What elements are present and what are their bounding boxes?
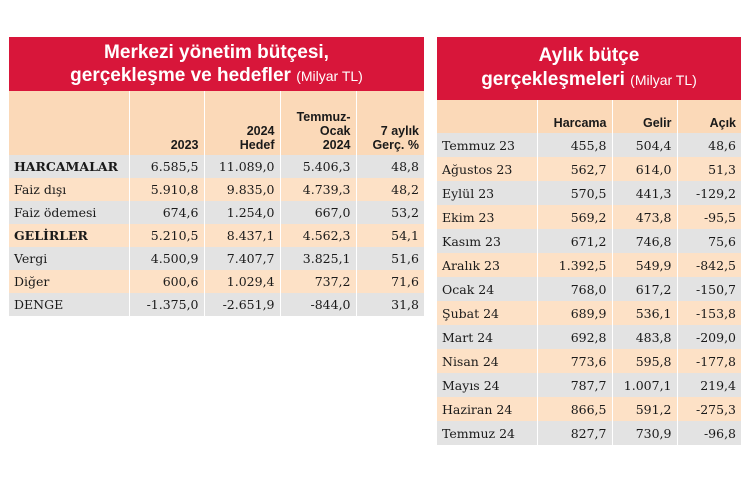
cell-value: 54,1 — [356, 224, 424, 247]
cell-value: 504,4 — [612, 133, 677, 157]
row-label: Eylül 23 — [437, 181, 537, 205]
row-label: HARCAMALAR — [9, 155, 129, 178]
row-label: Kasım 23 — [437, 229, 537, 253]
cell-value: 3.825,1 — [280, 247, 356, 270]
table-row — [437, 301, 741, 325]
row-label: Haziran 24 — [437, 397, 537, 421]
cell-value: 9.835,0 — [204, 178, 280, 201]
cell-value: 827,7 — [537, 421, 612, 445]
table-row — [437, 397, 741, 421]
table-row — [437, 181, 741, 205]
table-row — [437, 421, 741, 445]
cell-value: 48,8 — [356, 155, 424, 178]
table-row — [437, 229, 741, 253]
table-row — [9, 270, 424, 293]
monthly-budget-title-line2: gerçekleşmeleri — [481, 69, 625, 90]
right-column-header — [437, 100, 537, 133]
cell-value: 48,2 — [356, 178, 424, 201]
cell-value: 75,6 — [677, 229, 741, 253]
cell-value: -2.651,9 — [204, 293, 280, 316]
budget-targets-title-line2: gerçekleşme ve hedefler — [70, 65, 291, 86]
row-label: Temmuz 23 — [437, 133, 537, 157]
cell-value: 536,1 — [612, 301, 677, 325]
cell-value: -150,7 — [677, 277, 741, 301]
table-row — [9, 155, 424, 178]
right-column-header: Gelir — [612, 100, 677, 133]
monthly-budget-header — [437, 37, 741, 100]
row-label: Mart 24 — [437, 325, 537, 349]
cell-value: 5.406,3 — [280, 155, 356, 178]
table-row — [9, 224, 424, 247]
cell-value: 866,5 — [537, 397, 612, 421]
table-row — [9, 247, 424, 270]
cell-value: 441,3 — [612, 181, 677, 205]
cell-value: 689,9 — [537, 301, 612, 325]
table-row — [9, 293, 424, 316]
cell-value: 4.500,9 — [129, 247, 204, 270]
left-column-header: 2024 Hedef — [204, 91, 280, 155]
monthly-budget-table — [437, 100, 741, 445]
row-label: Ekim 23 — [437, 205, 537, 229]
cell-value: 473,8 — [612, 205, 677, 229]
cell-value: 570,5 — [537, 181, 612, 205]
cell-value: 5.910,8 — [129, 178, 204, 201]
monthly-budget-unit: (Milyar TL) — [630, 72, 697, 88]
table-row — [9, 178, 424, 201]
cell-value: 31,8 — [356, 293, 424, 316]
cell-value: -96,8 — [677, 421, 741, 445]
budget-targets-table — [9, 91, 424, 316]
cell-value: 51,3 — [677, 157, 741, 181]
cell-value: 11.089,0 — [204, 155, 280, 178]
cell-value: -842,5 — [677, 253, 741, 277]
row-label: DENGE — [9, 293, 129, 316]
cell-value: 617,2 — [612, 277, 677, 301]
table-row — [437, 205, 741, 229]
left-column-header — [9, 91, 129, 155]
budget-targets-panel — [9, 37, 424, 316]
cell-value: -129,2 — [677, 181, 741, 205]
cell-value: 53,2 — [356, 201, 424, 224]
cell-value: 549,9 — [612, 253, 677, 277]
cell-value: 591,2 — [612, 397, 677, 421]
table-row — [437, 157, 741, 181]
row-label: Mayıs 24 — [437, 373, 537, 397]
cell-value: 768,0 — [537, 277, 612, 301]
cell-value: 614,0 — [612, 157, 677, 181]
monthly-budget-title: Aylık bütçe — [538, 45, 640, 66]
row-label: Faiz dışı — [9, 178, 129, 201]
row-label: Şubat 24 — [437, 301, 537, 325]
cell-value: 7.407,7 — [204, 247, 280, 270]
cell-value: -1.375,0 — [129, 293, 204, 316]
cell-value: 674,6 — [129, 201, 204, 224]
table-row — [437, 349, 741, 373]
cell-value: 219,4 — [677, 373, 741, 397]
budget-targets-header — [9, 37, 424, 91]
cell-value: -275,3 — [677, 397, 741, 421]
cell-value: 569,2 — [537, 205, 612, 229]
monthly-budget-panel — [437, 37, 741, 445]
cell-value: 5.210,5 — [129, 224, 204, 247]
cell-value: -153,8 — [677, 301, 741, 325]
row-label: Nisan 24 — [437, 349, 537, 373]
cell-value: 1.029,4 — [204, 270, 280, 293]
left-column-header: 7 aylık Gerç. % — [356, 91, 424, 155]
right-column-header: Harcama — [537, 100, 612, 133]
table-row — [437, 373, 741, 397]
cell-value: 692,8 — [537, 325, 612, 349]
row-label: Faiz ödemesi — [9, 201, 129, 224]
cell-value: 8.437,1 — [204, 224, 280, 247]
cell-value: 6.585,5 — [129, 155, 204, 178]
cell-value: 1.254,0 — [204, 201, 280, 224]
row-label: Vergi — [9, 247, 129, 270]
cell-value: 667,0 — [280, 201, 356, 224]
cell-value: 737,2 — [280, 270, 356, 293]
table-row — [437, 133, 741, 157]
cell-value: 730,9 — [612, 421, 677, 445]
cell-value: -209,0 — [677, 325, 741, 349]
row-label: Ocak 24 — [437, 277, 537, 301]
budget-targets-title: Merkezi yönetim bütçesi, — [104, 42, 329, 63]
cell-value: 787,7 — [537, 373, 612, 397]
cell-value: 1.007,1 — [612, 373, 677, 397]
right-column-header: Açık — [677, 100, 741, 133]
cell-value: 671,2 — [537, 229, 612, 253]
left-column-header: Temmuz- Ocak 2024 — [280, 91, 356, 155]
cell-value: 4.739,3 — [280, 178, 356, 201]
row-label: Aralık 23 — [437, 253, 537, 277]
cell-value: 4.562,3 — [280, 224, 356, 247]
row-label: GELİRLER — [9, 224, 129, 247]
cell-value: 1.392,5 — [537, 253, 612, 277]
cell-value: 773,6 — [537, 349, 612, 373]
cell-value: 48,6 — [677, 133, 741, 157]
row-label: Ağustos 23 — [437, 157, 537, 181]
cell-value: 455,8 — [537, 133, 612, 157]
cell-value: 600,6 — [129, 270, 204, 293]
row-label: Temmuz 24 — [437, 421, 537, 445]
cell-value: 595,8 — [612, 349, 677, 373]
row-label: Diğer — [9, 270, 129, 293]
cell-value: -177,8 — [677, 349, 741, 373]
cell-value: 71,6 — [356, 270, 424, 293]
cell-value: -95,5 — [677, 205, 741, 229]
cell-value: -844,0 — [280, 293, 356, 316]
budget-targets-unit: (Milyar TL) — [296, 68, 363, 84]
cell-value: 746,8 — [612, 229, 677, 253]
cell-value: 483,8 — [612, 325, 677, 349]
table-row — [437, 253, 741, 277]
left-column-header: 2023 — [129, 91, 204, 155]
cell-value: 51,6 — [356, 247, 424, 270]
table-row — [9, 201, 424, 224]
cell-value: 562,7 — [537, 157, 612, 181]
table-row — [437, 277, 741, 301]
table-row — [437, 325, 741, 349]
